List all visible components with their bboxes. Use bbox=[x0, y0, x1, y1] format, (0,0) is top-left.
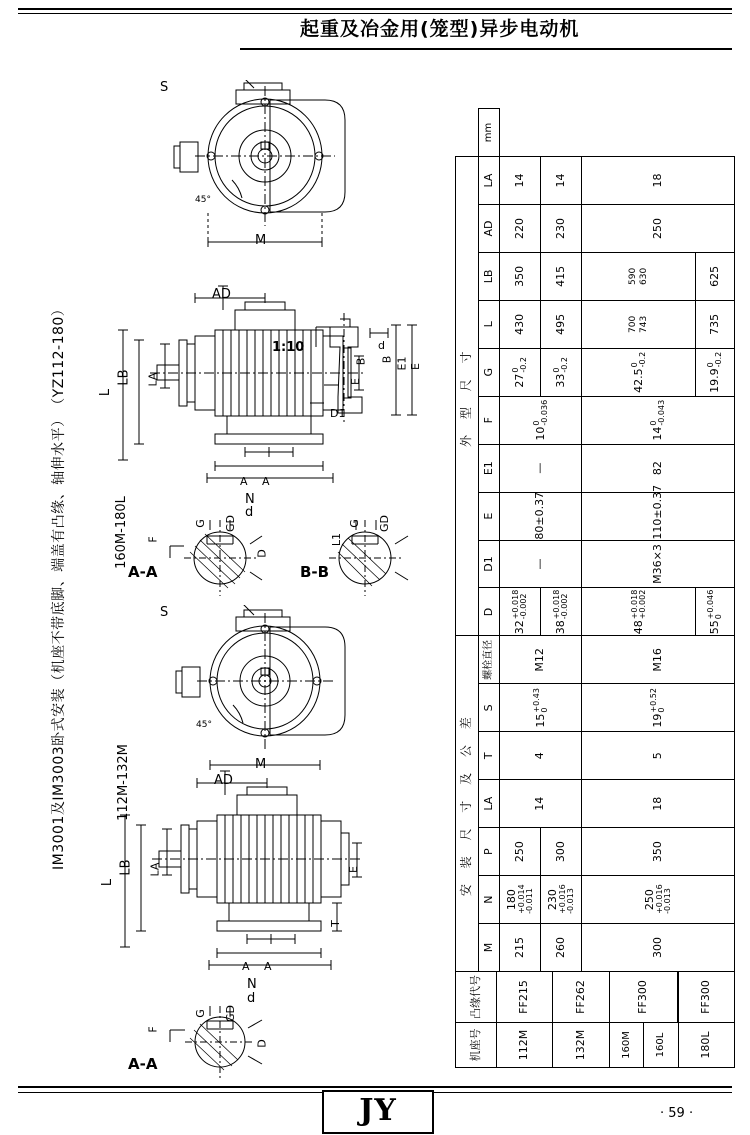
cell-S bbox=[582, 684, 735, 732]
cell-LB: 350 bbox=[500, 252, 541, 300]
taper-ratio-label: 1:10 bbox=[272, 340, 305, 355]
cell-D-tol-up: +0.046 bbox=[706, 589, 715, 620]
cell-M: 215 bbox=[500, 924, 541, 972]
table-row bbox=[500, 109, 541, 1068]
cell-G-tol-dn: -0.2 bbox=[519, 356, 528, 373]
section-label-G-2: G bbox=[347, 519, 361, 528]
group-label-112: 112M-132M bbox=[115, 744, 131, 821]
cell-D-tol-dn: -0.002 bbox=[560, 593, 569, 620]
cell-S-tol-up: +0.43 bbox=[531, 688, 541, 713]
cell-D-value: 48 bbox=[631, 620, 645, 635]
drawing-area bbox=[0, 55, 455, 1075]
header-underline bbox=[240, 48, 732, 50]
section-label-F-1: F bbox=[146, 536, 160, 543]
cell-S-value: 19 bbox=[651, 713, 664, 728]
header-rule-thick bbox=[18, 8, 732, 10]
cell-D-tol-dn: 0 bbox=[714, 614, 723, 620]
cell-G-value: 27 bbox=[513, 373, 526, 388]
publisher-logo: JY bbox=[322, 1090, 434, 1134]
dim-label-E-1: E bbox=[348, 378, 362, 385]
cell-E: 110±0.37 bbox=[582, 492, 735, 540]
cell-F bbox=[582, 396, 735, 444]
cell-AD: 230 bbox=[541, 205, 582, 253]
header-group-mount: 安 装 尺 寸 及 公 差 bbox=[456, 636, 479, 972]
section-label-GD-2: GD bbox=[378, 515, 391, 532]
cell-S bbox=[500, 684, 582, 732]
section-label-D-1: D bbox=[255, 549, 269, 558]
taper-label-E1: E1 bbox=[395, 356, 409, 371]
cell-N bbox=[541, 876, 582, 924]
frame-number-cell: 132M bbox=[552, 1023, 608, 1067]
section-bb-upper-label: B-B bbox=[300, 563, 330, 581]
col-AD: AD bbox=[479, 205, 500, 253]
cell-L: 735 bbox=[696, 300, 735, 348]
dim-label-LA-2: LA bbox=[148, 862, 162, 877]
cell-N bbox=[582, 876, 735, 924]
frame-number-stack bbox=[456, 1023, 734, 1067]
section-label-L1: L1 bbox=[330, 532, 344, 547]
flange-code-cell: 凸缘代号 bbox=[468, 975, 482, 1019]
footer-rule-thick bbox=[18, 1086, 732, 1088]
col-E: E bbox=[479, 492, 500, 540]
cell-D1: M36×3 bbox=[582, 540, 735, 588]
cell-P: 250 bbox=[500, 828, 541, 876]
cell-T: 4 bbox=[500, 732, 582, 780]
dim-label-S-top: S bbox=[160, 80, 169, 95]
frame-number-cell: 机座号 bbox=[468, 1028, 482, 1062]
cell-F-tol-dn: -0.043 bbox=[657, 399, 666, 426]
col-LA-mount: LA bbox=[479, 780, 500, 828]
cell-F-tol-up: 0 bbox=[649, 420, 658, 426]
cell-G-tol-dn: -0.2 bbox=[714, 351, 723, 368]
taper-label-E: E bbox=[408, 363, 422, 370]
frame-number-cell: 180L bbox=[678, 1023, 734, 1067]
dim-label-A-2: A bbox=[262, 475, 270, 488]
table-row bbox=[541, 109, 582, 1068]
dim-label-d-2: d bbox=[247, 991, 256, 1006]
taper-detail-drawing bbox=[300, 285, 440, 435]
cell-S-tol-dn: 0 bbox=[657, 707, 666, 713]
cell-LB-160L: 630 bbox=[638, 267, 649, 285]
cell-G bbox=[582, 348, 696, 396]
specification-table bbox=[455, 108, 735, 1068]
cell-F-tol-dn: -0.036 bbox=[539, 399, 549, 426]
dim-label-M-mid: M bbox=[255, 757, 267, 772]
frame-number-list bbox=[459, 1005, 477, 1067]
flange-code-cell: FF262 bbox=[552, 972, 608, 1022]
cell-N-value: 230 bbox=[545, 889, 559, 911]
cell-AD: 220 bbox=[500, 205, 541, 253]
dim-label-N-1: N bbox=[245, 492, 255, 507]
cell-L: 430 bbox=[500, 300, 541, 348]
taper-label-d: d bbox=[378, 339, 385, 352]
cell-G-tol-dn: -0.2 bbox=[637, 351, 647, 368]
cell-D-tol-dn: +0.002 bbox=[637, 589, 647, 620]
dim-label-d-1: d bbox=[245, 505, 254, 520]
taper-label-B: B bbox=[354, 357, 368, 366]
taper-label-D1: D1 bbox=[330, 407, 346, 420]
section-label-GD-1: GD bbox=[224, 515, 237, 532]
cell-L-160L: 743 bbox=[638, 315, 649, 333]
cell-E: 80±0.37 bbox=[500, 492, 582, 540]
cell-D bbox=[500, 588, 541, 636]
cell-LA-out: 18 bbox=[582, 157, 735, 205]
dim-label-LA-1: LA bbox=[146, 372, 160, 387]
page-title: 起重及冶金用(笼型)异步电动机 bbox=[300, 18, 580, 40]
dim-label-M-top: M bbox=[255, 233, 267, 248]
cell-F-value: 10 bbox=[533, 426, 547, 441]
col-bolt: 螺栓直径 bbox=[479, 636, 500, 684]
unit-label: mm bbox=[479, 109, 500, 157]
cell-AD: 250 bbox=[582, 205, 735, 253]
dim-label-L-1: L bbox=[98, 388, 114, 397]
cell-G-value: 19.9 bbox=[708, 368, 721, 393]
dim-label-A-3: A bbox=[242, 960, 250, 973]
cell-D-tol-dn: -0.002 bbox=[519, 593, 528, 620]
cell-D-value: 32 bbox=[513, 620, 526, 635]
dim-label-T: T bbox=[328, 920, 342, 927]
dim-label-E-2: E bbox=[346, 866, 360, 873]
dim-label-A-1: A bbox=[240, 475, 248, 488]
end-view-top-drawing bbox=[120, 80, 420, 270]
dim-label-AD-1: AD bbox=[212, 287, 231, 302]
dim-label-L-2: L bbox=[100, 878, 116, 887]
flange-code-stack bbox=[456, 972, 734, 1022]
cell-S-value: 15 bbox=[533, 713, 547, 728]
group-label-160: 160M-180L bbox=[113, 496, 129, 569]
cell-G-tol-up: 0 bbox=[552, 367, 561, 373]
cell-D-value: 55 bbox=[708, 620, 721, 635]
dim-label-LB-1: LB bbox=[116, 369, 132, 386]
dim-label-LB-2: LB bbox=[118, 859, 134, 876]
cell-G bbox=[696, 348, 735, 396]
flange-code-cell: FF300 bbox=[609, 972, 677, 1022]
spacer-cell bbox=[500, 109, 735, 157]
cell-F-value: 14 bbox=[651, 426, 664, 441]
col-N: N bbox=[479, 876, 500, 924]
cell-E1: 82 bbox=[582, 444, 735, 492]
table-row bbox=[582, 109, 696, 1068]
table-group-header-row bbox=[456, 109, 479, 1068]
cell-N-tol-dn: -0.011 bbox=[525, 888, 535, 914]
cell-F bbox=[500, 396, 582, 444]
cell-N-tol-up: +0.016 bbox=[558, 884, 568, 914]
section-aa-lower-label: A-A bbox=[128, 1055, 158, 1073]
specification-table-wrapper bbox=[455, 108, 735, 1068]
cell-N-value: 180 bbox=[504, 889, 518, 911]
cell-D-tol-up: +0.018 bbox=[629, 589, 639, 620]
header-group-outline: 外 型 尺 寸 bbox=[456, 157, 479, 636]
dim-label-A-4: A bbox=[264, 960, 272, 973]
cell-LB-pair bbox=[582, 252, 696, 300]
dim-label-angle-mid: 45° bbox=[196, 720, 212, 730]
col-S: S bbox=[479, 684, 500, 732]
cell-D bbox=[541, 588, 582, 636]
table-column-header-row bbox=[479, 109, 500, 1068]
section-label-D-2: D bbox=[255, 1039, 269, 1048]
header-frame-cell bbox=[456, 1023, 735, 1068]
side-view-112-drawing bbox=[95, 755, 415, 975]
cell-G bbox=[541, 348, 582, 396]
flange-code-cell: FF215 bbox=[496, 972, 552, 1022]
col-M: M bbox=[479, 924, 500, 972]
cell-G-tol-up: 0 bbox=[706, 362, 715, 368]
dim-label-S-mid: S bbox=[160, 605, 169, 620]
cell-LA-out: 14 bbox=[500, 157, 541, 205]
cell-G-value: 33 bbox=[554, 373, 567, 388]
header-flange-cell bbox=[456, 972, 735, 1023]
cell-D-tol-up: +0.018 bbox=[511, 589, 520, 620]
cell-N-tol-up: +0.014 bbox=[517, 884, 527, 914]
col-G: G bbox=[479, 348, 500, 396]
cell-D-tol-up: +0.018 bbox=[552, 589, 561, 620]
taper-label-B2: B bbox=[380, 355, 394, 364]
cell-G-tol-dn: -0.2 bbox=[560, 356, 569, 373]
cell-G bbox=[500, 348, 541, 396]
cell-D bbox=[696, 588, 735, 636]
frame-number-cell: 160M bbox=[609, 1023, 643, 1067]
section-label-G-1: G bbox=[193, 519, 207, 528]
cell-F-tol-up: 0 bbox=[531, 420, 541, 426]
cell-G-tol-up: 0 bbox=[629, 362, 639, 368]
col-L: L bbox=[479, 300, 500, 348]
cell-D1: — bbox=[500, 540, 582, 588]
page-number: · 59 · bbox=[660, 1106, 694, 1121]
cell-bolt: M16 bbox=[582, 636, 735, 684]
cell-N-value: 250 bbox=[642, 889, 656, 911]
cell-S-tol-up: +0.52 bbox=[649, 688, 658, 713]
col-LB: LB bbox=[479, 252, 500, 300]
col-P: P bbox=[479, 828, 500, 876]
cell-LB-160M: 590 bbox=[628, 267, 639, 285]
col-D1: D1 bbox=[479, 540, 500, 588]
cell-D bbox=[582, 588, 696, 636]
cell-LA-out: 14 bbox=[541, 157, 582, 205]
col-T: T bbox=[479, 732, 500, 780]
col-LA-out: LA bbox=[479, 157, 500, 205]
cell-L-pair bbox=[582, 300, 696, 348]
cell-LB: 415 bbox=[541, 252, 582, 300]
cell-D-value: 38 bbox=[554, 620, 567, 635]
dim-label-AD-2: AD bbox=[214, 773, 233, 788]
cell-N-tol-up: +0.016 bbox=[655, 884, 665, 914]
cell-L-160M: 700 bbox=[628, 315, 639, 333]
dim-label-N-2: N bbox=[247, 977, 257, 992]
cell-G-tol-up: 0 bbox=[511, 367, 520, 373]
cell-N-tol-dn: -0.013 bbox=[566, 888, 576, 914]
cell-bolt: M12 bbox=[500, 636, 582, 684]
cell-N bbox=[500, 876, 541, 924]
cell-M: 260 bbox=[541, 924, 582, 972]
section-aa-upper-label: A-A bbox=[128, 563, 158, 581]
section-label-GD-3: GD bbox=[224, 1005, 237, 1022]
frame-number-cell: 112M bbox=[496, 1023, 552, 1067]
dim-label-angle-top: 45° bbox=[195, 195, 211, 205]
col-D: D bbox=[479, 588, 500, 636]
cell-LA-mount: 14 bbox=[500, 780, 582, 828]
section-label-G-3: G bbox=[193, 1009, 207, 1018]
cell-G-value: 42.5 bbox=[631, 368, 645, 393]
cell-T: 5 bbox=[582, 732, 735, 780]
cell-LA-mount: 18 bbox=[582, 780, 735, 828]
cell-LB: 625 bbox=[696, 252, 735, 300]
cell-P: 350 bbox=[582, 828, 735, 876]
section-label-F-2: F bbox=[146, 1026, 160, 1033]
cell-E1: — bbox=[500, 444, 582, 492]
cell-P: 300 bbox=[541, 828, 582, 876]
col-E1: E1 bbox=[479, 444, 500, 492]
col-F: F bbox=[479, 396, 500, 444]
left-vertical-caption: IM3001及IM3003卧式安装（机座不带底脚、端盖有凸缘、轴伸水平） （YZ112-180） bbox=[51, 301, 67, 870]
cell-M: 300 bbox=[582, 924, 735, 972]
cell-L: 495 bbox=[541, 300, 582, 348]
cell-N-tol-dn: -0.013 bbox=[663, 888, 673, 914]
cell-S-tol-dn: 0 bbox=[539, 707, 549, 713]
specification-table-rotated bbox=[455, 108, 735, 1068]
frame-number-cell: 160L bbox=[643, 1023, 677, 1067]
flange-code-cell: FF300 bbox=[678, 972, 734, 1022]
